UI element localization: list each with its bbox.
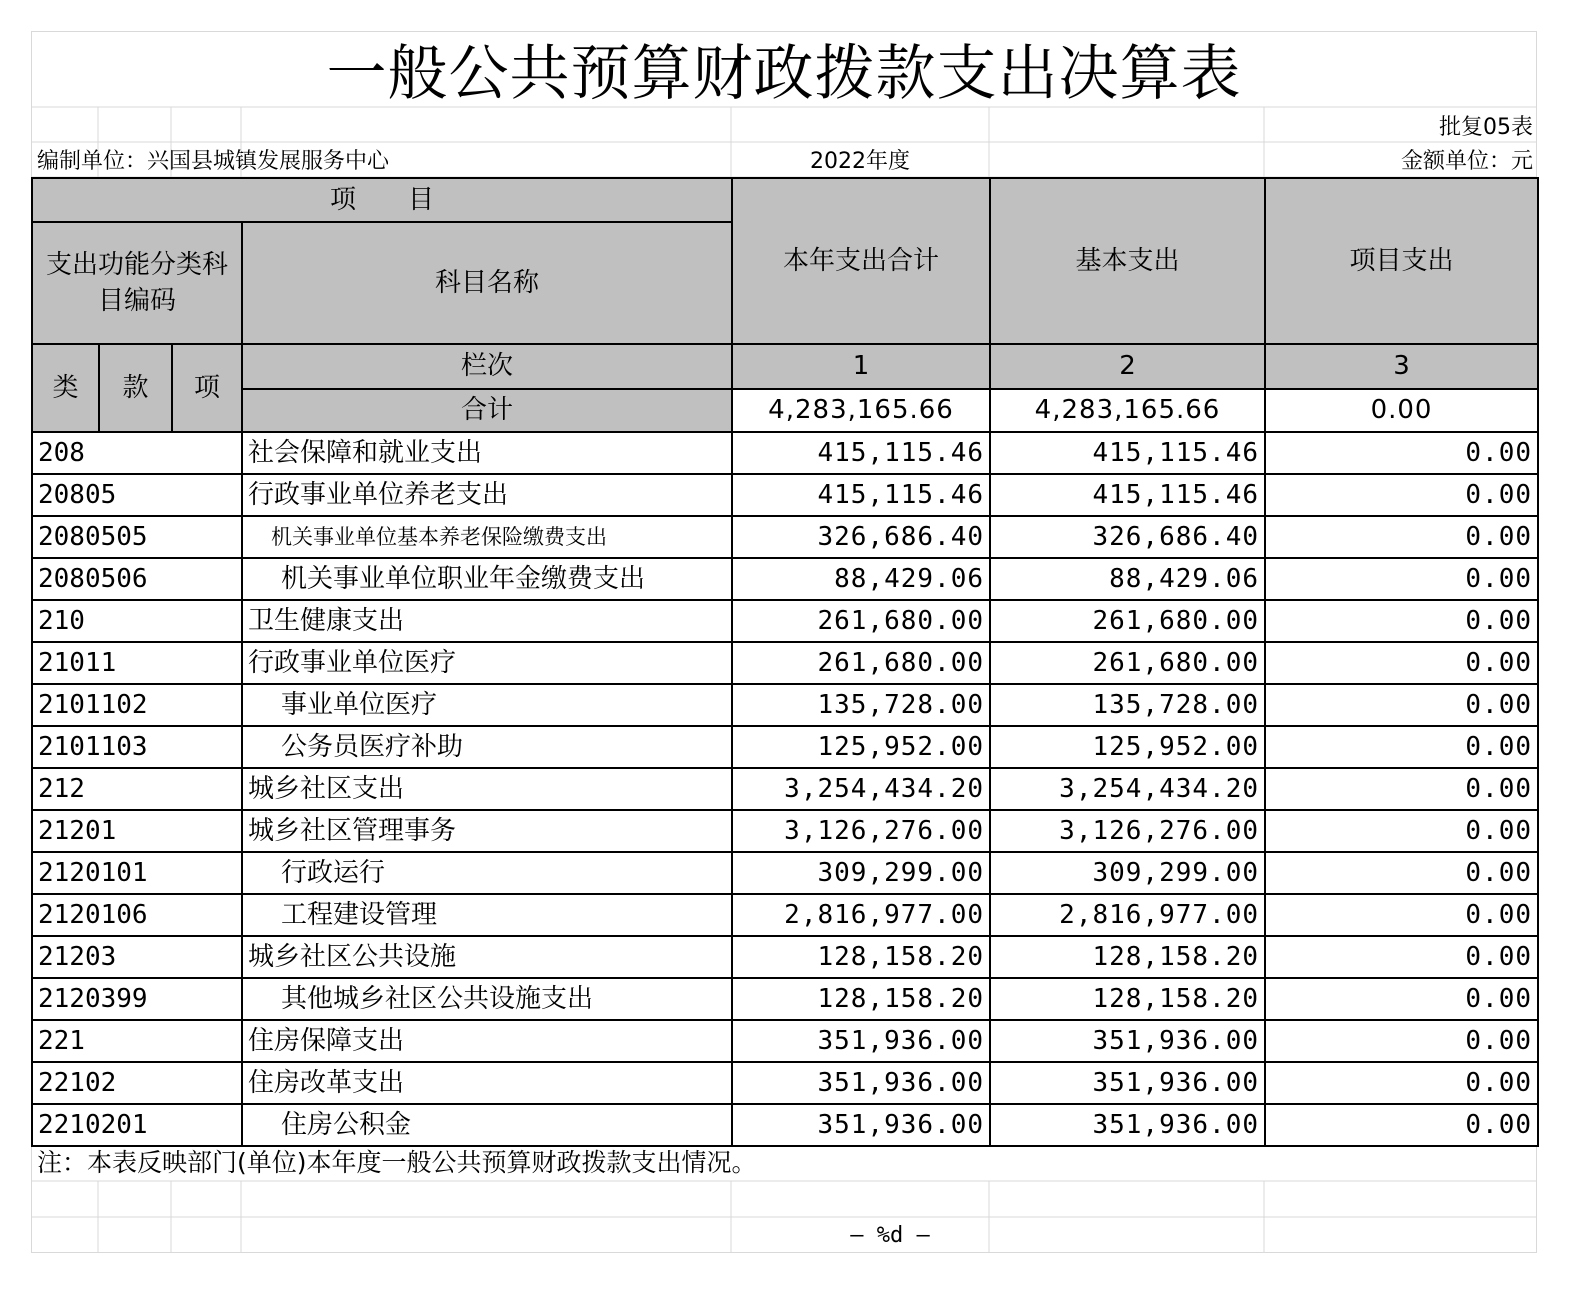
row-project: 0.00 (1265, 516, 1538, 558)
row-code: 212 (32, 768, 242, 810)
row-project: 0.00 (1265, 684, 1538, 726)
row-name: 城乡社区公共设施 (242, 936, 732, 978)
row-project: 0.00 (1265, 558, 1538, 600)
row-basic: 261,680.00 (990, 600, 1265, 642)
row-basic: 128,158.20 (990, 978, 1265, 1020)
table-row (32, 726, 1538, 768)
row-code: 2101103 (32, 726, 242, 768)
row-code: 2101102 (32, 684, 242, 726)
grand-total-amount: 4,283,165.66 (732, 389, 990, 432)
row-total: 326,686.40 (732, 516, 990, 558)
form-number: 批复05表 (1439, 115, 1533, 140)
table-row (32, 978, 1538, 1020)
row-project: 0.00 (1265, 894, 1538, 936)
header-lei: 类 (32, 344, 99, 432)
page-number: — %d — (850, 1223, 930, 1248)
row-total: 261,680.00 (732, 600, 990, 642)
row-name: 行政事业单位养老支出 (242, 474, 732, 516)
row-code: 2080506 (32, 558, 242, 600)
row-basic: 2,816,977.00 (990, 894, 1265, 936)
header-col-1: 1 (732, 344, 990, 389)
row-name: 行政运行 (242, 852, 732, 894)
row-basic: 326,686.40 (990, 516, 1265, 558)
row-code: 2120106 (32, 894, 242, 936)
grand-total-basic: 4,283,165.66 (990, 389, 1265, 432)
header-col-3: 3 (1265, 344, 1538, 389)
header-total-expenditure: 本年支出合计 (732, 178, 990, 344)
row-total: 415,115.46 (732, 432, 990, 474)
row-name: 机关事业单位职业年金缴费支出 (242, 558, 732, 600)
table-row (32, 1020, 1538, 1062)
header-xiang: 项 (172, 344, 242, 432)
row-total: 128,158.20 (732, 936, 990, 978)
table-row (32, 768, 1538, 810)
report-year: 2022年度 (810, 149, 910, 174)
row-project: 0.00 (1265, 1020, 1538, 1062)
row-total: 351,936.00 (732, 1104, 990, 1146)
row-project: 0.00 (1265, 474, 1538, 516)
row-basic: 3,126,276.00 (990, 810, 1265, 852)
row-code: 21203 (32, 936, 242, 978)
table-row (32, 1104, 1538, 1146)
row-basic: 261,680.00 (990, 642, 1265, 684)
row-name: 社会保障和就业支出 (242, 432, 732, 474)
grand-total-project: 0.00 (1265, 389, 1538, 432)
row-name: 行政事业单位医疗 (242, 642, 732, 684)
row-code: 21011 (32, 642, 242, 684)
table-row (32, 432, 1538, 474)
row-basic: 415,115.46 (990, 474, 1265, 516)
row-basic: 351,936.00 (990, 1020, 1265, 1062)
row-code: 221 (32, 1020, 242, 1062)
header-heji: 合计 (242, 389, 732, 432)
row-name: 住房保障支出 (242, 1020, 732, 1062)
row-project: 0.00 (1265, 852, 1538, 894)
report-title: 一般公共预算财政拨款支出决算表 (326, 39, 1242, 109)
header-function-code: 支出功能分类科目编码 (32, 222, 242, 344)
row-name: 卫生健康支出 (242, 600, 732, 642)
row-total: 261,680.00 (732, 642, 990, 684)
row-name: 城乡社区支出 (242, 768, 732, 810)
row-code: 20805 (32, 474, 242, 516)
table-row (32, 1062, 1538, 1104)
row-project: 0.00 (1265, 1062, 1538, 1104)
row-code: 2120101 (32, 852, 242, 894)
header-kuan: 款 (99, 344, 172, 432)
table-row (32, 936, 1538, 978)
row-total: 125,952.00 (732, 726, 990, 768)
row-total: 351,936.00 (732, 1062, 990, 1104)
spreadsheet-sheet (31, 31, 1537, 1253)
row-project: 0.00 (1265, 810, 1538, 852)
row-total: 88,429.06 (732, 558, 990, 600)
row-name: 住房改革支出 (242, 1062, 732, 1104)
row-code: 210 (32, 600, 242, 642)
row-name: 公务员医疗补助 (242, 726, 732, 768)
row-code: 2080505 (32, 516, 242, 558)
row-project: 0.00 (1265, 1104, 1538, 1146)
row-basic: 351,936.00 (990, 1104, 1265, 1146)
row-project: 0.00 (1265, 978, 1538, 1020)
row-total: 3,254,434.20 (732, 768, 990, 810)
row-code: 2120399 (32, 978, 242, 1020)
header-subject-name: 科目名称 (242, 222, 732, 344)
table-row (32, 642, 1538, 684)
row-project: 0.00 (1265, 642, 1538, 684)
row-project: 0.00 (1265, 936, 1538, 978)
table-row (32, 684, 1538, 726)
row-basic: 351,936.00 (990, 1062, 1265, 1104)
header-lanci: 栏次 (242, 344, 732, 389)
expenditure-table (31, 177, 1539, 1147)
row-total: 135,728.00 (732, 684, 990, 726)
row-name: 事业单位医疗 (242, 684, 732, 726)
table-row (32, 516, 1538, 558)
table-row (32, 600, 1538, 642)
table-row (32, 810, 1538, 852)
row-basic: 88,429.06 (990, 558, 1265, 600)
header-col-2: 2 (990, 344, 1265, 389)
row-total: 2,816,977.00 (732, 894, 990, 936)
row-name: 工程建设管理 (242, 894, 732, 936)
row-basic: 3,254,434.20 (990, 768, 1265, 810)
row-total: 351,936.00 (732, 1020, 990, 1062)
row-project: 0.00 (1265, 726, 1538, 768)
row-code: 21201 (32, 810, 242, 852)
header-basic-expenditure: 基本支出 (990, 178, 1265, 344)
row-project: 0.00 (1265, 600, 1538, 642)
row-name: 机关事业单位基本养老保险缴费支出 (242, 516, 732, 558)
row-project: 0.00 (1265, 432, 1538, 474)
compiling-unit: 编制单位：兴国县城镇发展服务中心 (37, 149, 390, 174)
row-basic: 415,115.46 (990, 432, 1265, 474)
row-name: 住房公积金 (242, 1104, 732, 1146)
row-basic: 309,299.00 (990, 852, 1265, 894)
header-item: 项 目 (32, 178, 732, 222)
row-name: 城乡社区管理事务 (242, 810, 732, 852)
table-note: 注：本表反映部门(单位)本年度一般公共预算财政拨款支出情况。 (37, 1148, 757, 1177)
row-total: 309,299.00 (732, 852, 990, 894)
row-code: 2210201 (32, 1104, 242, 1146)
row-code: 22102 (32, 1062, 242, 1104)
row-basic: 128,158.20 (990, 936, 1265, 978)
row-name: 其他城乡社区公共设施支出 (242, 978, 732, 1020)
row-total: 415,115.46 (732, 474, 990, 516)
row-total: 3,126,276.00 (732, 810, 990, 852)
row-basic: 125,952.00 (990, 726, 1265, 768)
table-row (32, 558, 1538, 600)
header-project-expenditure: 项目支出 (1265, 178, 1538, 344)
row-basic: 135,728.00 (990, 684, 1265, 726)
row-project: 0.00 (1265, 768, 1538, 810)
row-total: 128,158.20 (732, 978, 990, 1020)
table-row (32, 852, 1538, 894)
table-row (32, 894, 1538, 936)
table-row (32, 474, 1538, 516)
amount-unit: 金额单位：元 (1400, 149, 1533, 174)
row-code: 208 (32, 432, 242, 474)
